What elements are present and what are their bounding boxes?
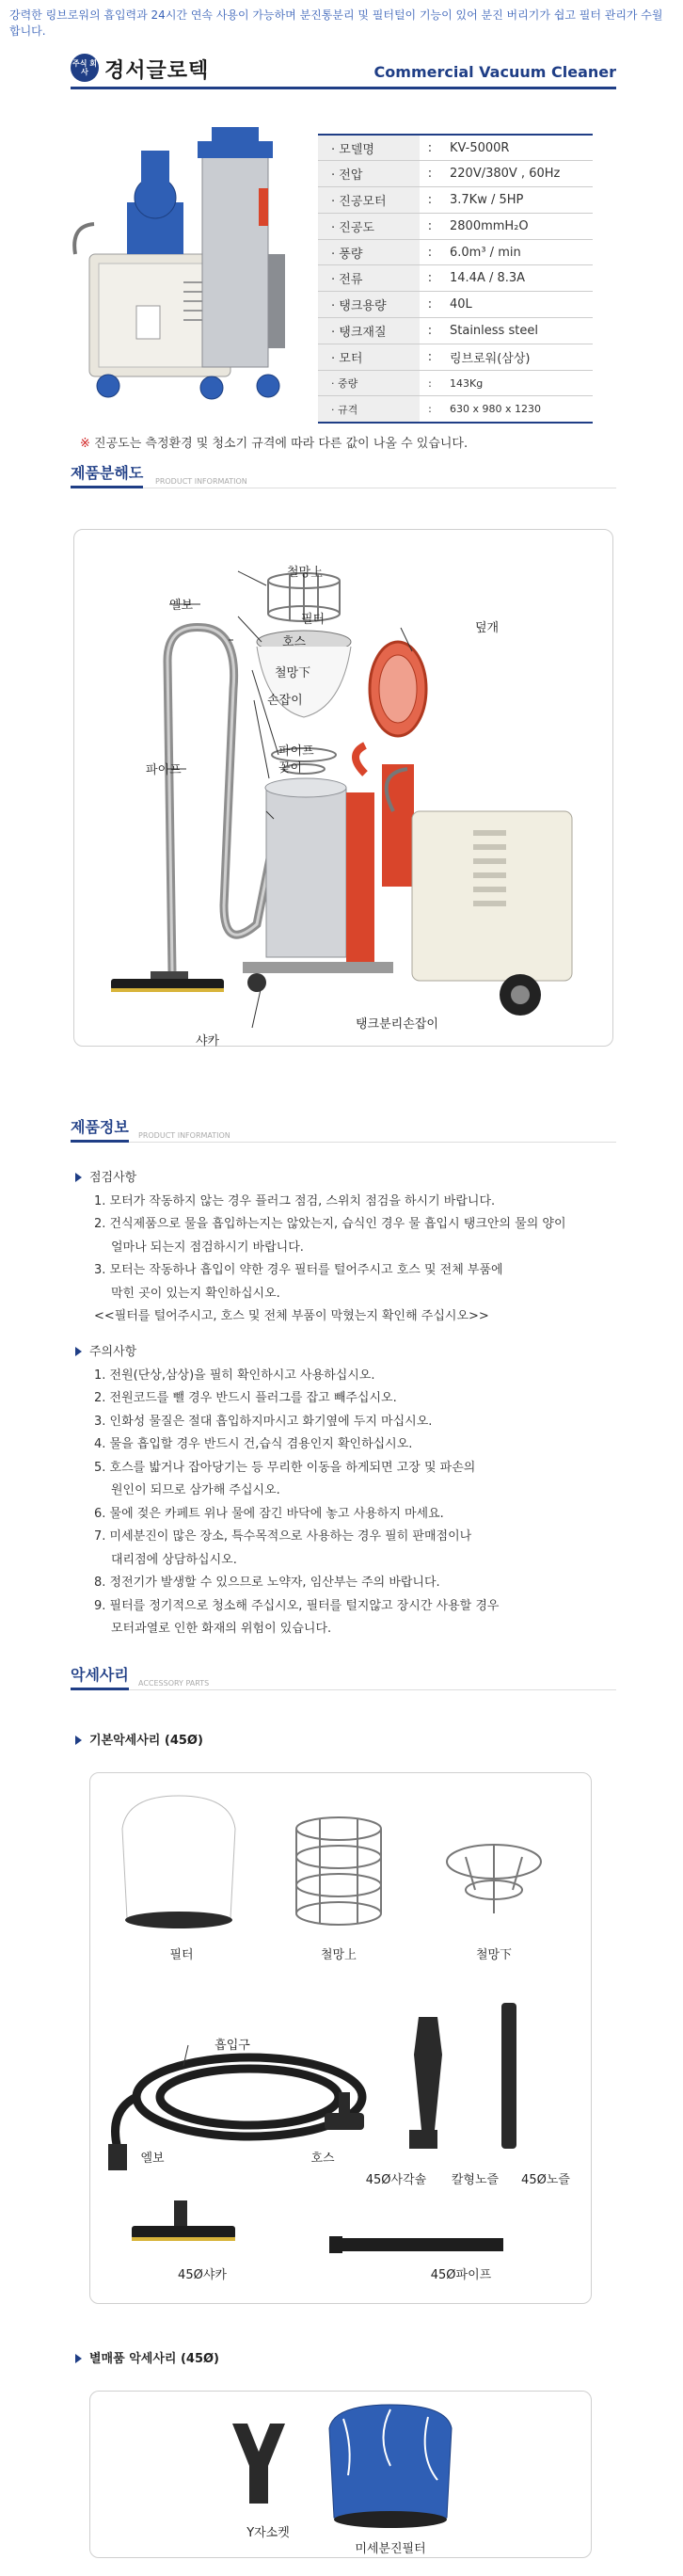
spec-note-text: 진공도는 측정환경 및 청소기 규격에 따라 다른 값이 나올 수 있습니다.: [94, 437, 469, 451]
list-item: 막힌 곳이 있는지 확인하십시오.: [111, 1286, 280, 1301]
list-item: 얼마나 되는지 점검하시기 바랍니다.: [111, 1240, 304, 1255]
spec-row: [318, 370, 593, 396]
list-item: 1. 전원(단상,삼상)을 필히 확인하시고 사용하십시오.: [94, 1368, 375, 1383]
company-logo-badge: 주식 회사: [71, 54, 99, 82]
acc-label-pipe: 45Ø파이프: [430, 2268, 492, 2282]
spec-value: 143Kg: [440, 370, 593, 396]
spec-key: · 탱크재질: [318, 318, 420, 344]
separate-accessories-illustration: [89, 2391, 592, 2558]
list-item: 3. 인화성 물질은 절대 흡입하지마시고 화기옆에 두지 마십시오.: [94, 1414, 433, 1429]
bullet-icon: [75, 1736, 82, 1745]
spec-key: · 탱크용량: [318, 292, 420, 318]
label-hose: 호스: [282, 635, 307, 649]
spec-colon: :: [420, 135, 440, 161]
spec-row: [318, 161, 593, 187]
separate-accessories-title: [75, 2348, 219, 2366]
spec-colon: :: [420, 318, 440, 344]
basic-accessories-label: 기본악세사리 (45Ø): [89, 1734, 203, 1748]
spec-colon: :: [420, 161, 440, 187]
acc-label-hose: 호스: [310, 2152, 335, 2166]
section-subtitle: ACCESSORY PARTS: [138, 1679, 210, 1688]
spec-key: · 모터: [318, 344, 420, 370]
spec-value: 14.4A / 8.3A: [440, 265, 593, 292]
section-header-info: [71, 1118, 616, 1143]
label-tank-handle: 탱크분리손잡이: [356, 1017, 438, 1032]
spec-value: Stainless steel: [440, 318, 593, 344]
spec-key: · 진공도: [318, 213, 420, 239]
acc-label-mesh-bottom: 철망下: [475, 1948, 513, 1962]
spec-value: KV-5000R: [440, 135, 593, 161]
acc-label-fine-filter: 미세분진필터: [355, 2542, 426, 2556]
exploded-diagram: [73, 529, 613, 1047]
label-filter: 필터: [301, 613, 326, 627]
list-item: 7. 미세분진이 많은 장소, 특수목적으로 사용하는 경우 필히 판매점이나: [94, 1529, 472, 1544]
list-item: 3. 모터는 작동하나 흡입이 약한 경우 필터를 털어주시고 호스 및 전체 부품에: [94, 1263, 503, 1277]
intro-text: 강력한 링브로워의 흡입력과 24시간 연속 사용이 가능하며 분진통분리 및 필터털이 기능이 있어 분진 버리기가 쉽고 필터 관리가 수월합니다.: [9, 8, 663, 38]
spec-colon: :: [420, 187, 440, 214]
section-header-accessories: [71, 1666, 616, 1690]
section-title: 악세사리: [71, 1663, 129, 1690]
product-category-title: Commercial Vacuum Cleaner: [373, 63, 616, 81]
list-item: 2. 건식제품으로 물을 흡입하는지는 않았는지, 습식인 경우 물 흡입시 탱크안의 물의 양이: [94, 1217, 566, 1231]
spec-row: [318, 292, 593, 318]
label-mesh-bottom: 철망下: [275, 666, 311, 680]
label-handle: 손잡이: [267, 694, 303, 708]
acc-label-elbow: 엘보: [140, 2152, 165, 2166]
section-title: 제품분해도: [71, 461, 143, 488]
list-item: 6. 물에 젖은 카페트 위나 물에 잠긴 바닥에 놓고 사용하지 마세요.: [94, 1506, 444, 1521]
list-item: 4. 물을 흡입할 경우 반드시 건,습식 겸용인지 확인하십시오.: [94, 1437, 413, 1451]
acc-label-mesh-top: 철망上: [320, 1948, 357, 1962]
list-item: 대리점에 상담하십시오.: [111, 1552, 237, 1567]
spec-row: [318, 213, 593, 239]
list-item: 원인이 되므로 삼가해 주십시오.: [111, 1483, 280, 1497]
spec-colon: :: [420, 396, 440, 423]
spec-key: · 중량: [318, 370, 420, 396]
spec-value: 2800mmH₂O: [440, 213, 593, 239]
section-subtitle: PRODUCT INFORMATION: [138, 1131, 230, 1140]
caution-title: 주의사항: [89, 1345, 137, 1359]
label-mesh-top: 철망上: [287, 566, 324, 580]
acc-label-y-socket: Y자소켓: [246, 2526, 290, 2540]
spec-value: 링브로워(삼상): [440, 344, 593, 370]
section-title: 제품정보: [71, 1115, 129, 1143]
bullet-icon: [75, 1173, 82, 1182]
spec-row: [318, 344, 593, 370]
spec-row: [318, 239, 593, 265]
acc-label-inlet: 흡입구: [214, 2039, 250, 2053]
spec-colon: :: [420, 213, 440, 239]
spec-key: · 규격: [318, 396, 420, 423]
list-item: 5. 호스를 밟거나 잡아당기는 등 무리한 이동을 하게되면 고장 및 파손의: [94, 1460, 476, 1475]
spec-table: [318, 134, 593, 424]
label-shaka: 샤카: [196, 1034, 220, 1048]
list-item: 2. 전원코드를 뺄 경우 반드시 플러그를 잡고 빼주십시오.: [94, 1391, 397, 1405]
spec-key: · 모델명: [318, 135, 420, 161]
spec-value: 220V/380V , 60Hz: [440, 161, 593, 187]
list-item: <<필터를 털어주시고, 호스 및 전체 부품이 막혔는지 확인해 주십시오>>: [94, 1309, 489, 1323]
list-item: 모터과열로 인한 화재의 위험이 있습니다.: [111, 1622, 332, 1636]
check-list: [75, 1167, 566, 1329]
spec-row: [318, 396, 593, 423]
spec-row: [318, 135, 593, 161]
spec-key: · 전류: [318, 265, 420, 292]
acc-label-filter: 필터: [169, 1948, 194, 1962]
spec-row: [318, 187, 593, 214]
spec-value: 6.0m³ / min: [440, 239, 593, 265]
label-lid: 덮개: [475, 621, 500, 635]
spec-row: [318, 318, 593, 344]
spec-key: · 진공모터: [318, 187, 420, 214]
spec-key: · 전압: [318, 161, 420, 187]
check-title: 점검사항: [89, 1171, 137, 1185]
spec-colon: :: [420, 344, 440, 370]
spec-value: 40L: [440, 292, 593, 318]
spec-colon: :: [420, 239, 440, 265]
company-name: 경서글로텍: [104, 59, 210, 83]
acc-label-nozzle: 45Ø노즐: [521, 2173, 570, 2187]
basic-accessories-illustration: [89, 1772, 592, 2304]
caution-list: [75, 1341, 499, 1641]
section-header-breakdown: [71, 464, 616, 488]
spec-key: · 풍량: [318, 239, 420, 265]
list-item: 1. 모터가 작동하지 않는 경우 플러그 점검, 스위치 점검을 하시기 바랍니다.: [94, 1193, 496, 1208]
bullet-icon: [75, 1347, 82, 1356]
spec-value: 630 x 980 x 1230: [440, 396, 593, 423]
acc-label-square-nozzle: 45Ø사각솔: [365, 2173, 427, 2187]
spec-value: 3.7Kw / 5HP: [440, 187, 593, 214]
label-pipe-socket: 파이프 꽂이: [278, 744, 314, 776]
note-mark: ※: [80, 437, 90, 451]
spec-colon: :: [420, 292, 440, 318]
label-pipe: 파이프: [146, 763, 182, 777]
section-subtitle: PRODUCT INFORMATION: [155, 477, 247, 486]
spec-note: [80, 433, 468, 451]
separate-accessories-label: 별매품 악세사리 (45Ø): [89, 2352, 219, 2366]
spec-row: [318, 265, 593, 292]
label-elbow: 엘보: [169, 599, 194, 613]
brand-header: [71, 52, 616, 89]
basic-accessories-title: [75, 1730, 203, 1748]
acc-label-knife-nozzle: 칼형노즐: [451, 2173, 500, 2187]
bullet-icon: [75, 2354, 82, 2363]
product-photo: [71, 113, 296, 414]
spec-colon: :: [420, 265, 440, 292]
list-item: 8. 정전기가 발생할 수 있으므로 노약자, 임산부는 주의 바랍니다.: [94, 1576, 440, 1590]
acc-label-shaka: 45Ø샤카: [178, 2268, 227, 2282]
spec-colon: :: [420, 370, 440, 396]
list-item: 9. 필터를 정기적으로 청소해 주십시오, 필터를 털지않고 장시간 사용할 경우: [94, 1598, 500, 1613]
